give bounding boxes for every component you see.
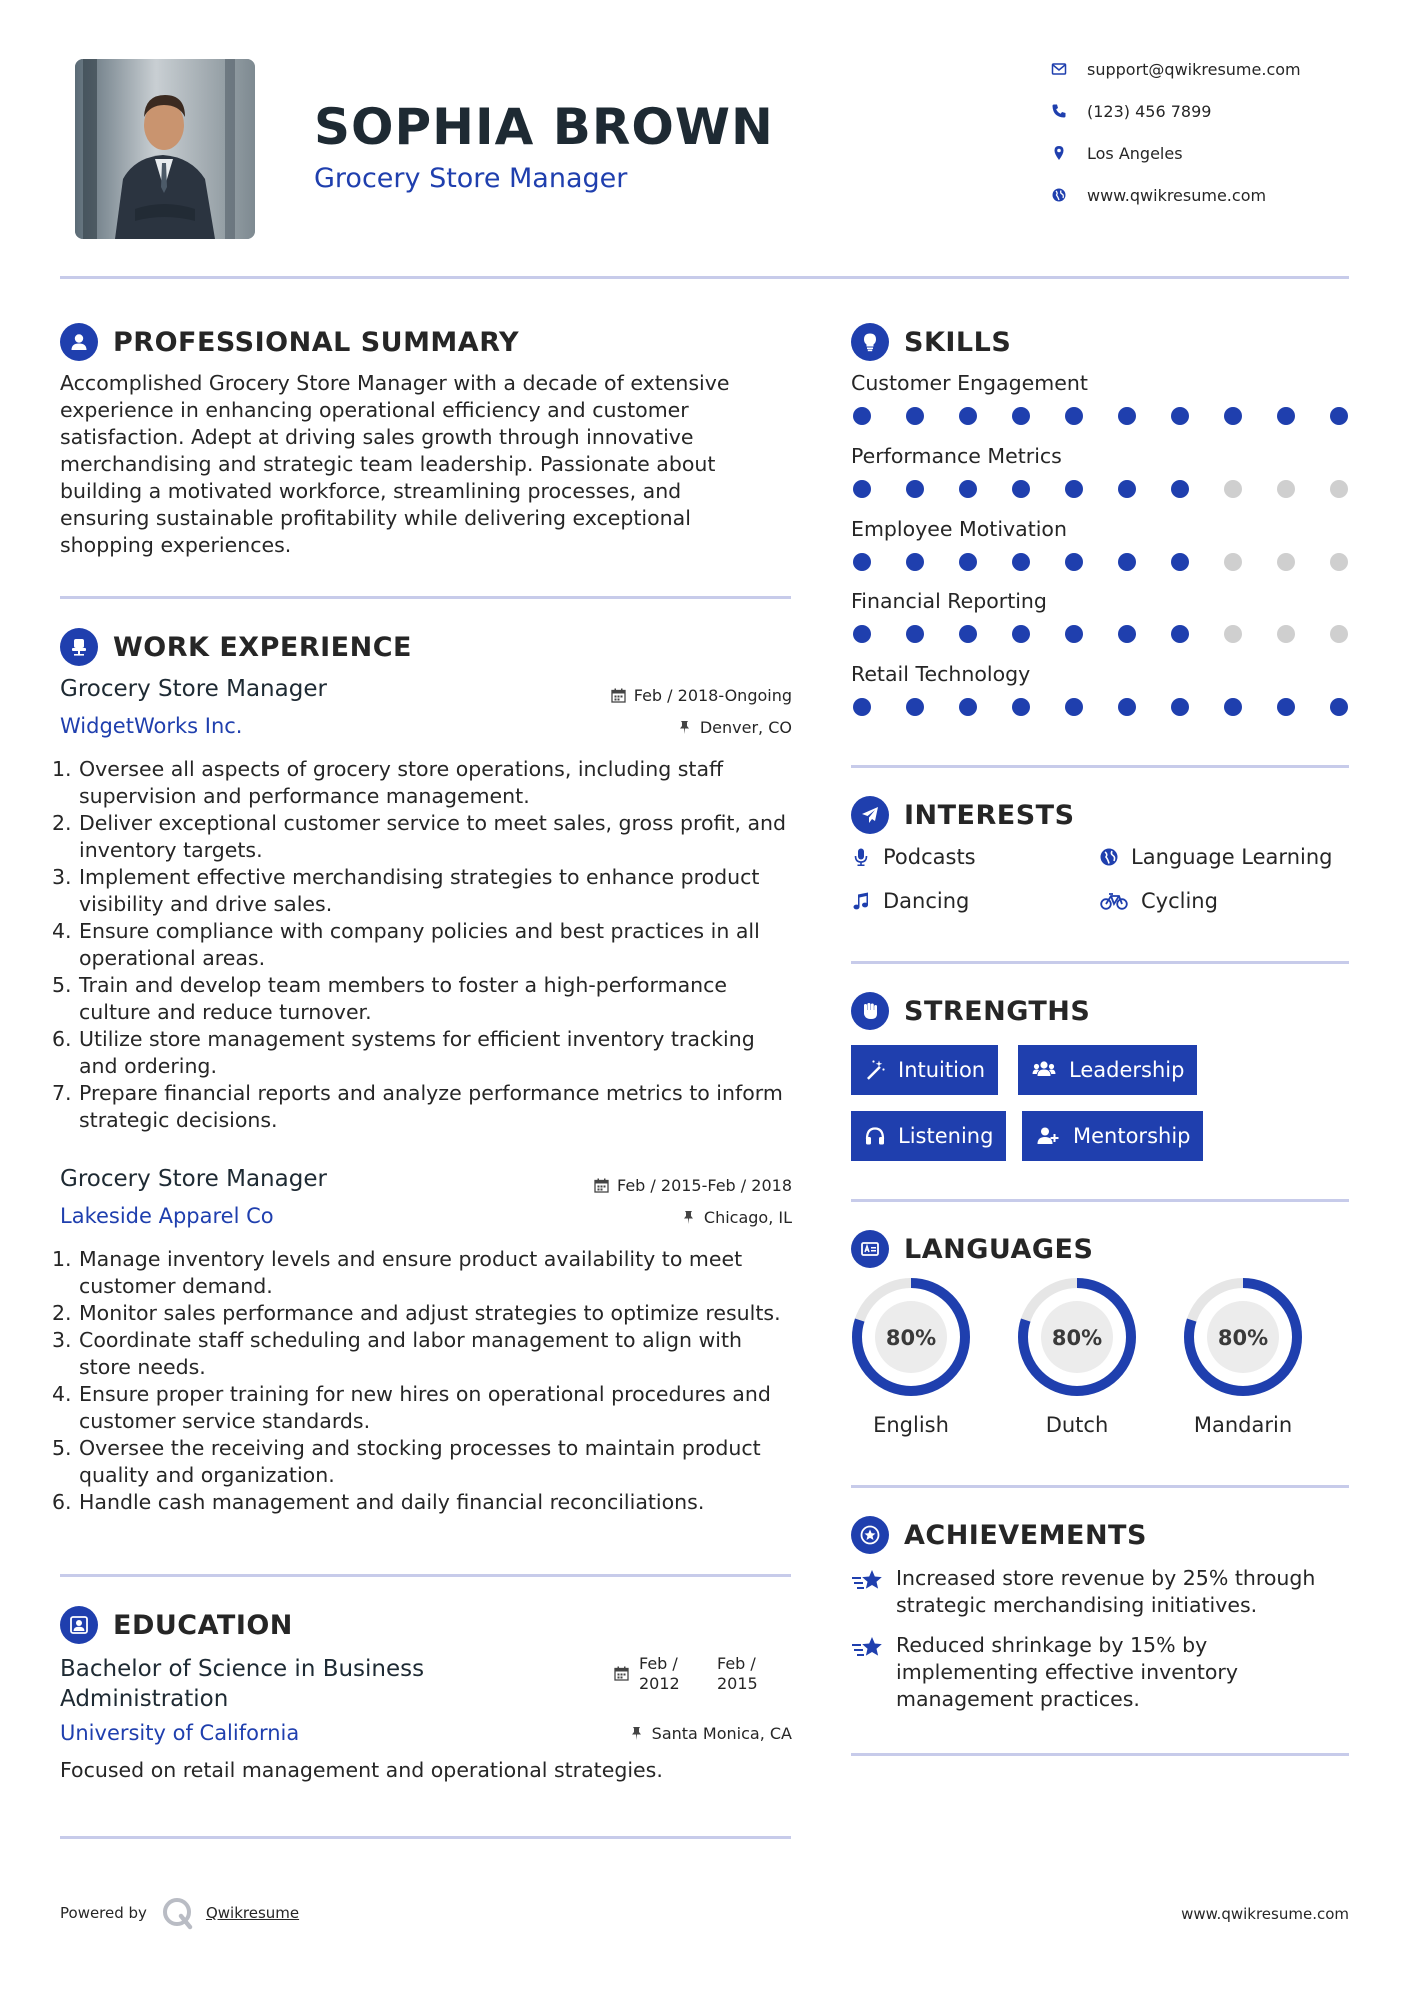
education-date-start-month: Feb / — [639, 1654, 678, 1673]
list-item-text: Oversee the receiving and stocking processes to maintain product quality and organization. — [79, 1436, 761, 1487]
strengths-title: STRENGTHS — [904, 995, 1091, 1027]
list-item — [52, 1080, 796, 1134]
profile-photo-image — [75, 59, 255, 239]
skill-dot-empty — [1330, 553, 1348, 571]
candidate-name: SOPHIA BROWN — [314, 98, 774, 156]
achievement-item — [851, 1632, 1351, 1713]
language-progress-ring — [1015, 1275, 1139, 1399]
strength-intuition — [851, 1045, 998, 1095]
interest-podcasts — [851, 845, 976, 869]
skill-dot-empty — [1277, 553, 1295, 571]
list-item-number: 6. — [52, 1490, 72, 1514]
strength-leadership — [1018, 1045, 1197, 1095]
list-item-text: Manage inventory levels and ensure product availability to meet customer demand. — [79, 1247, 743, 1298]
job-1-title: Grocery Store Manager — [60, 676, 327, 702]
job-2-date-text: Feb / 2015-Feb / 2018 — [617, 1176, 792, 1195]
summary-text: Accomplished Grocery Store Manager with a decade of extensive experience in enhancing operational efficiency and customer satisfaction. Adept at driving sales growth through innovative merchandising and strategic team leadership. Passionate about building a motivated workforce, streamlining processes, and ensuring sustainable profitability while delivering exceptional shopping experiences. — [60, 371, 730, 557]
skills-heading — [851, 323, 1011, 361]
skill-dot-filled — [1118, 625, 1136, 643]
list-item-number: 3. — [52, 865, 72, 889]
list-item-text: Prepare financial reports and analyze performance metrics to inform strategic decisions. — [79, 1081, 783, 1132]
strengths-divider — [851, 1199, 1349, 1202]
headphones-icon — [864, 1125, 886, 1147]
microphone-icon — [851, 847, 871, 867]
job-2-location-text: Chicago, IL — [703, 1208, 792, 1227]
experience-heading — [60, 628, 412, 666]
qwikresume-logo-icon — [161, 1896, 195, 1930]
skill-label: Performance Metrics — [851, 444, 1062, 468]
achievement-text: Increased store revenue by 25% through strategic merchandising initiatives. — [896, 1566, 1316, 1617]
experience-title: WORK EXPERIENCE — [113, 631, 412, 663]
skill-dot-filled — [959, 625, 977, 643]
skill-dot-filled — [1171, 553, 1189, 571]
skill-dot-filled — [959, 553, 977, 571]
education-date-end-month: Feb / — [717, 1654, 756, 1673]
job-2-date — [594, 1176, 792, 1195]
achievement-item — [851, 1565, 1351, 1619]
footer-powered-by-text: Powered by — [60, 1904, 147, 1922]
strength-leadership-label: Leadership — [1069, 1058, 1185, 1082]
languages-heading — [851, 1230, 1093, 1268]
skill-dot-filled — [959, 407, 977, 425]
fist-icon — [851, 992, 889, 1030]
phone-icon — [1048, 100, 1070, 122]
footer-powered-by — [60, 1896, 299, 1930]
header-divider — [60, 276, 1349, 279]
list-item-text: Implement effective merchandising strategies to enhance product visibility and drive sales. — [79, 865, 760, 916]
education-calendar-icon — [614, 1666, 629, 1681]
list-item-number: 1. — [52, 757, 72, 781]
interests-divider — [851, 961, 1349, 964]
list-item-number: 6. — [52, 1027, 72, 1051]
globe-icon — [1048, 184, 1070, 206]
skill-dot-filled — [1012, 407, 1030, 425]
magic-wand-icon — [864, 1059, 886, 1081]
paper-plane-icon — [851, 796, 889, 834]
language-progress-ring — [849, 1275, 973, 1399]
interest-dancing-label: Dancing — [883, 889, 970, 913]
list-item-text: Deliver exceptional customer service to meet sales, gross profit, and inventory targets. — [79, 811, 787, 862]
language-percent-label: 80% — [885, 1326, 937, 1350]
skill-dot-filled — [1171, 625, 1189, 643]
skill-dot-filled — [1118, 480, 1136, 498]
education-description: Focused on retail management and operational strategies. — [60, 1758, 663, 1782]
skill-dot-filled — [1224, 698, 1242, 716]
skill-rating — [851, 480, 1349, 498]
list-item-text: Coordinate staff scheduling and labor management to align with store needs. — [79, 1328, 743, 1379]
list-item-number: 4. — [52, 1382, 72, 1406]
job-2-company: Lakeside Apparel Co — [60, 1204, 274, 1228]
summary-divider — [60, 596, 791, 599]
list-item-text: Ensure compliance with company policies and best practices in all operational areas. — [79, 919, 760, 970]
skill-rating — [851, 407, 1349, 425]
skill-label: Customer Engagement — [851, 371, 1088, 395]
skill-dot-filled — [1065, 480, 1083, 498]
skill-dot-filled — [1277, 698, 1295, 716]
education-heading — [60, 1606, 293, 1644]
contact-phone[interactable] — [1048, 98, 1348, 124]
education-date-end-year: 2015 — [717, 1674, 758, 1693]
pin-icon — [629, 1726, 644, 1741]
skill-label: Retail Technology — [851, 662, 1031, 686]
music-icon — [851, 891, 871, 911]
job-1-company: WidgetWorks Inc. — [60, 714, 243, 738]
list-item — [52, 918, 796, 972]
achievements-divider — [851, 1753, 1349, 1756]
list-item — [52, 1381, 796, 1435]
list-item-number: 3. — [52, 1328, 72, 1352]
language-ring — [849, 1275, 973, 1399]
skill-dot-filled — [959, 480, 977, 498]
contact-website-text: www.qwikresume.com — [1087, 185, 1267, 205]
education-date-end — [717, 1654, 758, 1694]
language-percent-label: 80% — [1051, 1326, 1103, 1350]
skill-dot-empty — [1224, 553, 1242, 571]
list-item-number: 5. — [52, 973, 72, 997]
skills-title: SKILLS — [904, 326, 1012, 358]
profile-photo — [75, 59, 255, 239]
contact-email[interactable] — [1048, 56, 1348, 82]
globe-icon — [1099, 847, 1119, 867]
calendar-icon — [611, 688, 626, 703]
contact-email-text: support@qwikresume.com — [1087, 59, 1301, 79]
calendar-icon — [594, 1178, 609, 1193]
skill-dot-empty — [1224, 480, 1242, 498]
skill-dot-empty — [1330, 480, 1348, 498]
user-plus-icon — [1035, 1125, 1061, 1147]
skill-dot-filled — [1118, 698, 1136, 716]
education-divider — [60, 1836, 791, 1839]
job-1-responsibilities — [52, 756, 796, 1134]
skill-dot-filled — [1330, 407, 1348, 425]
job-2-location — [681, 1208, 792, 1227]
languages-title: LANGUAGES — [904, 1233, 1094, 1265]
contact-location-text: Los Angeles — [1087, 143, 1183, 163]
list-item-number: 5. — [52, 1436, 72, 1460]
list-item — [52, 1327, 796, 1381]
contact-location — [1048, 140, 1348, 166]
interest-podcasts-label: Podcasts — [883, 845, 976, 869]
languages-divider — [851, 1485, 1349, 1488]
interest-dancing — [851, 889, 969, 913]
skill-dot-filled — [906, 553, 924, 571]
interest-language-learning — [1099, 845, 1332, 869]
list-item-text: Handle cash management and daily financial reconciliations. — [79, 1490, 705, 1514]
skill-dot-filled — [1065, 698, 1083, 716]
education-title: EDUCATION — [113, 1609, 293, 1641]
list-item-text: Monitor sales performance and adjust strategies to optimize results. — [79, 1301, 781, 1325]
list-item-text: Train and develop team members to foster a high-performance culture and reduce turnover. — [79, 973, 728, 1024]
list-item — [52, 864, 796, 918]
summary-title: PROFESSIONAL SUMMARY — [113, 326, 520, 358]
list-item-number: 7. — [52, 1081, 72, 1105]
envelope-icon — [1048, 58, 1070, 80]
experience-divider — [60, 1574, 791, 1577]
pin-icon — [681, 1210, 696, 1225]
strength-listening-label: Listening — [898, 1124, 994, 1148]
education-date-start — [639, 1654, 680, 1694]
skill-rating — [851, 553, 1349, 571]
skill-rating — [851, 625, 1349, 643]
skill-dot-filled — [1277, 407, 1295, 425]
list-item — [52, 972, 796, 1026]
skill-dot-empty — [1224, 625, 1242, 643]
contact-phone-text: (123) 456 7899 — [1087, 101, 1212, 121]
skill-dot-filled — [906, 480, 924, 498]
candidate-title: Grocery Store Manager — [314, 163, 628, 194]
skill-dot-filled — [1012, 625, 1030, 643]
education-location-text: Santa Monica, CA — [651, 1724, 792, 1743]
skill-dot-filled — [1065, 625, 1083, 643]
summary-heading — [60, 323, 519, 361]
language-card-icon — [851, 1230, 889, 1268]
bicycle-icon — [1099, 891, 1129, 911]
interests-title: INTERESTS — [904, 799, 1075, 831]
language-ring — [1015, 1275, 1139, 1399]
skill-rating — [851, 698, 1349, 716]
language-name: English — [873, 1413, 949, 1437]
skill-dot-empty — [1277, 625, 1295, 643]
job-1-location — [677, 718, 792, 737]
job-1-date-text: Feb / 2018-Ongoing — [633, 686, 792, 705]
job-2-responsibilities — [52, 1246, 796, 1516]
shooting-star-icon — [851, 1634, 885, 1662]
contact-website[interactable] — [1048, 182, 1348, 208]
language-percent-label: 80% — [1217, 1326, 1269, 1350]
skill-dot-filled — [1171, 480, 1189, 498]
achievements-title: ACHIEVEMENTS — [904, 1519, 1147, 1551]
footer-brand-link[interactable]: Qwikresume — [205, 1904, 300, 1922]
education-date-start-year: 2012 — [639, 1674, 680, 1693]
list-item — [52, 756, 796, 810]
list-item-text: Oversee all aspects of grocery store operations, including staff supervision and performance management. — [79, 757, 724, 808]
education-degree: Bachelor of Science in Business Administration — [60, 1656, 425, 1712]
skill-dot-filled — [853, 625, 871, 643]
education-school: University of California — [60, 1721, 300, 1745]
skill-dot-filled — [1330, 698, 1348, 716]
skill-dot-filled — [1118, 407, 1136, 425]
star-badge-icon — [851, 1516, 889, 1554]
job-2-title: Grocery Store Manager — [60, 1166, 327, 1192]
strength-mentorship-label: Mentorship — [1073, 1124, 1191, 1148]
achievement-text: Reduced shrinkage by 15% by implementing effective inventory management practices. — [896, 1633, 1238, 1711]
list-item-text: Ensure proper training for new hires on operational procedures and customer service standards. — [79, 1382, 771, 1433]
list-item-number: 2. — [52, 811, 72, 835]
list-item — [52, 1300, 796, 1327]
skill-dot-filled — [1012, 553, 1030, 571]
list-item-number: 4. — [52, 919, 72, 943]
job-1-date — [611, 686, 792, 705]
list-item-number: 2. — [52, 1301, 72, 1325]
strengths-heading — [851, 992, 1090, 1030]
list-item — [52, 1246, 796, 1300]
language-progress-ring — [1181, 1275, 1305, 1399]
interest-cycling — [1099, 889, 1218, 913]
language-ring — [1181, 1275, 1305, 1399]
briefcase-chair-icon — [60, 628, 98, 666]
list-item — [52, 1026, 796, 1080]
list-item — [52, 1435, 796, 1489]
map-marker-icon — [1048, 142, 1070, 164]
interest-language-learning-label: Language Learning — [1131, 845, 1333, 869]
user-icon — [60, 323, 98, 361]
skill-dot-filled — [853, 480, 871, 498]
strength-intuition-label: Intuition — [898, 1058, 986, 1082]
skill-dot-filled — [1171, 698, 1189, 716]
achievements-heading — [851, 1516, 1147, 1554]
skill-dot-filled — [906, 407, 924, 425]
skill-dot-empty — [1277, 480, 1295, 498]
skill-dot-filled — [1012, 698, 1030, 716]
strength-listening — [851, 1111, 1006, 1161]
skills-divider — [851, 765, 1349, 768]
skill-dot-filled — [1171, 407, 1189, 425]
skill-label: Employee Motivation — [851, 517, 1067, 541]
skill-dot-filled — [959, 698, 977, 716]
skill-dot-filled — [1065, 553, 1083, 571]
list-item-number: 1. — [52, 1247, 72, 1271]
skill-dot-filled — [853, 407, 871, 425]
footer-website[interactable]: www.qwikresume.com — [1181, 1905, 1349, 1923]
language-name: Mandarin — [1193, 1413, 1293, 1437]
list-item — [52, 810, 796, 864]
strength-mentorship — [1022, 1111, 1203, 1161]
skill-dot-empty — [1330, 625, 1348, 643]
shooting-star-icon — [851, 1567, 885, 1595]
skill-dot-filled — [1065, 407, 1083, 425]
lightbulb-icon — [851, 323, 889, 361]
language-name: Dutch — [1045, 1413, 1109, 1437]
pin-icon — [677, 720, 692, 735]
graduate-icon — [60, 1606, 98, 1644]
job-1-location-text: Denver, CO — [699, 718, 792, 737]
users-icon — [1031, 1059, 1057, 1081]
interests-heading — [851, 796, 1075, 834]
education-location — [629, 1724, 792, 1743]
list-item-text: Utilize store management systems for efficient inventory tracking and ordering. — [79, 1027, 755, 1078]
list-item — [52, 1489, 796, 1516]
skill-dot-filled — [853, 698, 871, 716]
skill-dot-filled — [1224, 407, 1242, 425]
interest-cycling-label: Cycling — [1141, 889, 1218, 913]
skill-dot-filled — [1118, 553, 1136, 571]
skill-dot-filled — [906, 625, 924, 643]
skill-label: Financial Reporting — [851, 589, 1047, 613]
skill-dot-filled — [1012, 480, 1030, 498]
skill-dot-filled — [906, 698, 924, 716]
skill-dot-filled — [853, 553, 871, 571]
